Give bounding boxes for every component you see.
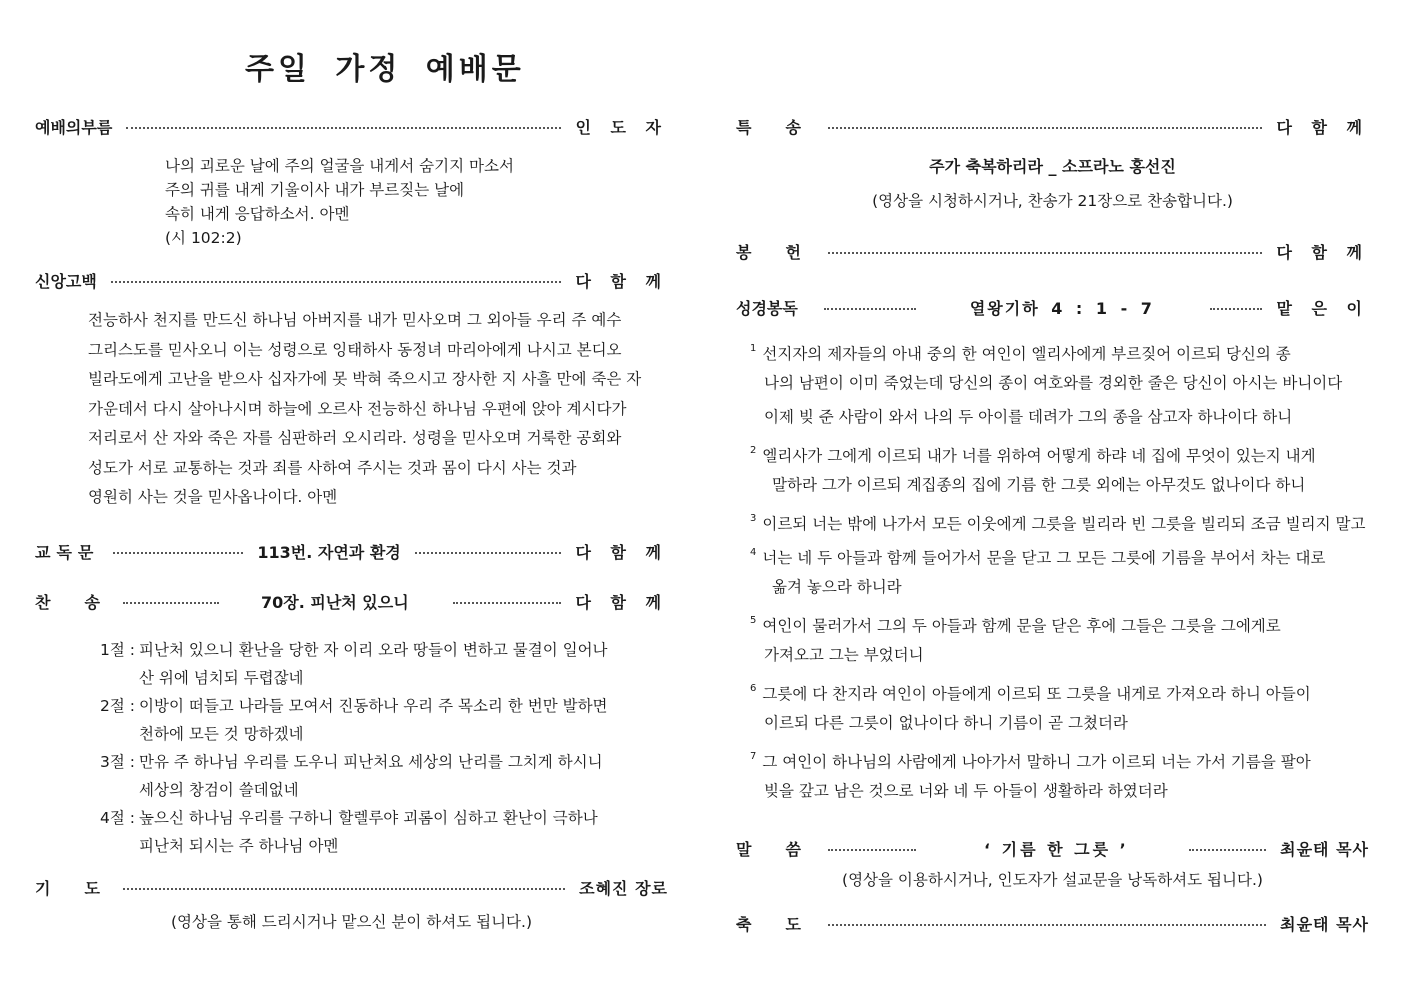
verse-text: 이르되 너는 밖에 나가서 모든 이웃에게 그릇을 빌리라 빈 그릇을 빌리되 조금 빌리지 말고	[762, 515, 1366, 533]
creed-row	[35, 268, 668, 292]
verse-number: 6	[750, 683, 757, 694]
benediction-row	[736, 911, 1369, 935]
dot-leader	[828, 924, 1266, 926]
verse-text: 만유 주 하나님 우리를 도우니 피난처요 세상의 난리를 그치게 하시니	[139, 753, 603, 771]
verse-number: 2	[750, 445, 757, 456]
call-to-worship-row	[35, 114, 668, 138]
scripture-reference: 열왕기하 4 : 1 - 7	[969, 298, 1154, 318]
section-label: 말씀	[736, 839, 835, 859]
call-to-worship-text	[165, 154, 514, 250]
dot-leader	[828, 849, 916, 851]
section-label: 기도	[35, 878, 134, 898]
dot-leader	[1189, 849, 1266, 851]
responsive-reading-row	[35, 539, 668, 563]
hymn-title: 70장. 피난처 있으니	[261, 592, 409, 612]
verse-number: 2절 :	[100, 697, 135, 715]
text-line: 그리스도를 믿사오니 이는 성령으로 잉태하사 동정녀 마리아에게 나시고 본디오	[88, 340, 622, 359]
scripture-verse	[750, 740, 1365, 774]
sermon-row	[736, 836, 1369, 860]
scripture-verse	[750, 672, 1365, 706]
text-line: 빌라도에게 고난을 받으사 십자가에 못 박혀 죽으시고 장사한 지 사흘 만에 죽은 자	[88, 370, 642, 388]
text-line: 저리로서 산 자와 죽은 자를 심판하러 오시리라. 성령을 믿사오며 거룩한 공회와	[88, 429, 622, 447]
text-line: 성도가 서로 교통하는 것과 죄를 사하여 주시는 것과 몸이 다시 사는 것과	[88, 458, 577, 477]
scripture-verse	[750, 604, 1365, 638]
scripture-verse	[750, 434, 1365, 468]
special-music-row	[736, 114, 1369, 138]
leader-label: 최윤태 목사	[1280, 914, 1369, 934]
section-label: 특송	[736, 117, 835, 137]
leader-label: 다 함 께	[1276, 117, 1369, 137]
verse-number: 3	[750, 513, 757, 524]
dot-leader	[123, 888, 565, 890]
verse-text: 피난처 되시는 주 하나님 아멘	[139, 837, 339, 855]
verse-text: 이르되 다른 그릇이 없나이다 하니 기름이 곧 그쳤더라	[764, 714, 1128, 732]
verse-text: 너는 네 두 아들과 함께 들어가서 문을 닫고 그 모든 그릇에 기름을 부어서 차는 대로	[762, 549, 1326, 567]
text-line: 속히 내게 응답하소서. 아멘	[165, 205, 350, 223]
verse-text: 말하라 그가 이르되 계집종의 집에 기름 한 그릇 외에는 아무것도 없나이다 하니	[772, 476, 1306, 494]
verse-text: 선지자의 제자들의 아내 중의 한 여인이 엘리사에게 부르짖어 이르되 당신의 종	[762, 345, 1291, 363]
dot-leader	[828, 252, 1262, 254]
text-line: 주의 귀를 내게 기울이사 내가 부르짖는 날에	[165, 181, 465, 199]
scripture-text	[750, 332, 1365, 808]
dot-leader	[415, 552, 562, 554]
verse-text: 이제 빚 준 사람이 와서 나의 두 아이를 데려가 그의 종을 삼고자 하나이다 하니	[764, 408, 1293, 426]
page-title: 주일 가정 예배문	[245, 52, 525, 87]
verse-number: 3절 :	[100, 753, 135, 771]
scripture-verse	[750, 536, 1365, 570]
verse-text: 그릇에 다 찬지라 여인이 아들에게 이르되 또 그릇을 내게로 가져오라 하니 아들이	[762, 685, 1311, 703]
text-line: 전능하사 천지를 만드신 하나님 아버지를 내가 믿사오며 그 외아들 우리 주 예수	[88, 311, 622, 329]
hymn-verse	[35, 804, 608, 832]
verse-text: 세상의 창검이 쓸데없네	[139, 781, 299, 799]
verse-text: 천하에 모든 것 망하겠네	[139, 725, 304, 743]
dot-leader	[453, 602, 562, 604]
leader-label: 인 도 자	[575, 117, 668, 137]
hymn-lyrics	[35, 636, 608, 860]
hymn-verse	[35, 636, 608, 664]
dot-leader	[1210, 308, 1263, 310]
verse-text: 이방이 떠들고 나라들 모여서 진동하나 우리 주 목소리 한 번만 발하면	[139, 697, 608, 715]
verse-text: 산 위에 넘치되 두렵잖네	[139, 669, 304, 687]
verse-number: 5	[750, 615, 757, 626]
verse-text: 가져오고 그는 부었더니	[764, 646, 924, 664]
verse-number: 4	[750, 547, 757, 558]
verse-text: 피난처 있으니 환난을 당한 자 이리 오라 땅들이 변하고 물결이 일어나	[139, 641, 608, 659]
text-line: 영원히 사는 것을 믿사옵나이다. 아멘	[88, 488, 338, 506]
dot-leader	[123, 602, 219, 604]
verse-text: 옮겨 놓으라 하니라	[772, 578, 902, 596]
leader-label: 다 함 께	[575, 592, 668, 612]
verse-number: 1절 :	[100, 641, 135, 659]
special-music-title: 주가 축복하리라 _ 소프라노 홍선진	[929, 157, 1176, 176]
verse-text: 빚을 갚고 남은 것으로 너와 네 두 아들이 생활하라 하였더라	[764, 782, 1168, 800]
dot-leader	[126, 127, 561, 129]
offering-row	[736, 239, 1369, 263]
verse-text: 그 여인이 하나님의 사람에게 나아가서 말하니 그가 이르되 너는 가서 기름을 팔아	[762, 753, 1311, 771]
text-line: 나의 괴로운 날에 주의 얼굴을 내게서 숨기지 마소서	[165, 157, 514, 175]
text-line: 가운데서 다시 살아나시며 하늘에 오르사 전능하신 하나님 우편에 앉아 계시다가	[88, 399, 627, 418]
verse-text: 나의 남편이 이미 죽었는데 당신의 종이 여호와를 경외한 줄은 당신이 아시는 바니이다	[764, 374, 1343, 392]
hymn-verse	[35, 748, 608, 776]
prayer-row	[35, 875, 668, 899]
responsive-reading-title: 113번. 자연과 환경	[257, 542, 401, 562]
verse-number: 1	[750, 343, 757, 354]
verse-number: 4절 :	[100, 809, 135, 827]
dot-leader	[111, 281, 562, 283]
verse-text: 여인이 물러가서 그의 두 아들과 함께 문을 닫은 후에 그들은 그릇을 그에게로	[762, 617, 1281, 635]
sermon-title: ‘ 기름 한 그릇 ’	[984, 839, 1129, 859]
verse-number: 7	[750, 751, 757, 762]
dot-leader	[824, 308, 916, 310]
leader-label: 조혜진 장로	[579, 878, 668, 898]
section-label: 신앙고백	[35, 271, 97, 291]
section-label: 예배의부름	[35, 117, 113, 137]
prayer-note: (영상을 통해 드리시거나 맡으신 분이 하셔도 됩니다.)	[170, 913, 533, 931]
scripture-verse	[750, 332, 1365, 366]
section-label: 축도	[736, 914, 835, 934]
dot-leader	[828, 127, 1262, 129]
leader-label: 다 함 께	[575, 271, 668, 291]
leader-label: 맡 은 이	[1276, 298, 1369, 318]
sermon-note: (영상을 이용하시거나, 인도자가 설교문을 낭독하셔도 됩니다.)	[842, 871, 1263, 889]
scripture-reference: (시 102:2)	[165, 229, 242, 247]
creed-text	[88, 306, 641, 513]
section-label: 봉헌	[736, 242, 835, 262]
hymn-verse	[35, 692, 608, 720]
leader-label: 다 함 께	[1276, 242, 1369, 262]
leader-label: 최윤태 목사	[1280, 839, 1369, 859]
scripture-verse	[750, 502, 1365, 536]
dot-leader	[113, 552, 243, 554]
hymn-row	[35, 589, 668, 613]
scripture-reading-row	[736, 295, 1369, 319]
section-label: 찬송	[35, 592, 134, 612]
section-label: 교독문	[35, 542, 100, 562]
verse-text: 엘리사가 그에게 이르되 내가 너를 위하여 어떻게 하랴 네 집에 무엇이 있는지 내게	[762, 447, 1316, 465]
special-music-note: (영상을 시청하시거나, 찬송가 21장으로 찬송합니다.)	[872, 192, 1233, 210]
section-label: 성경봉독	[736, 298, 798, 318]
verse-text: 높으신 하나님 우리를 구하니 할렐루야 괴롬이 심하고 환난이 극하나	[139, 809, 598, 827]
leader-label: 다 함 께	[575, 542, 668, 562]
